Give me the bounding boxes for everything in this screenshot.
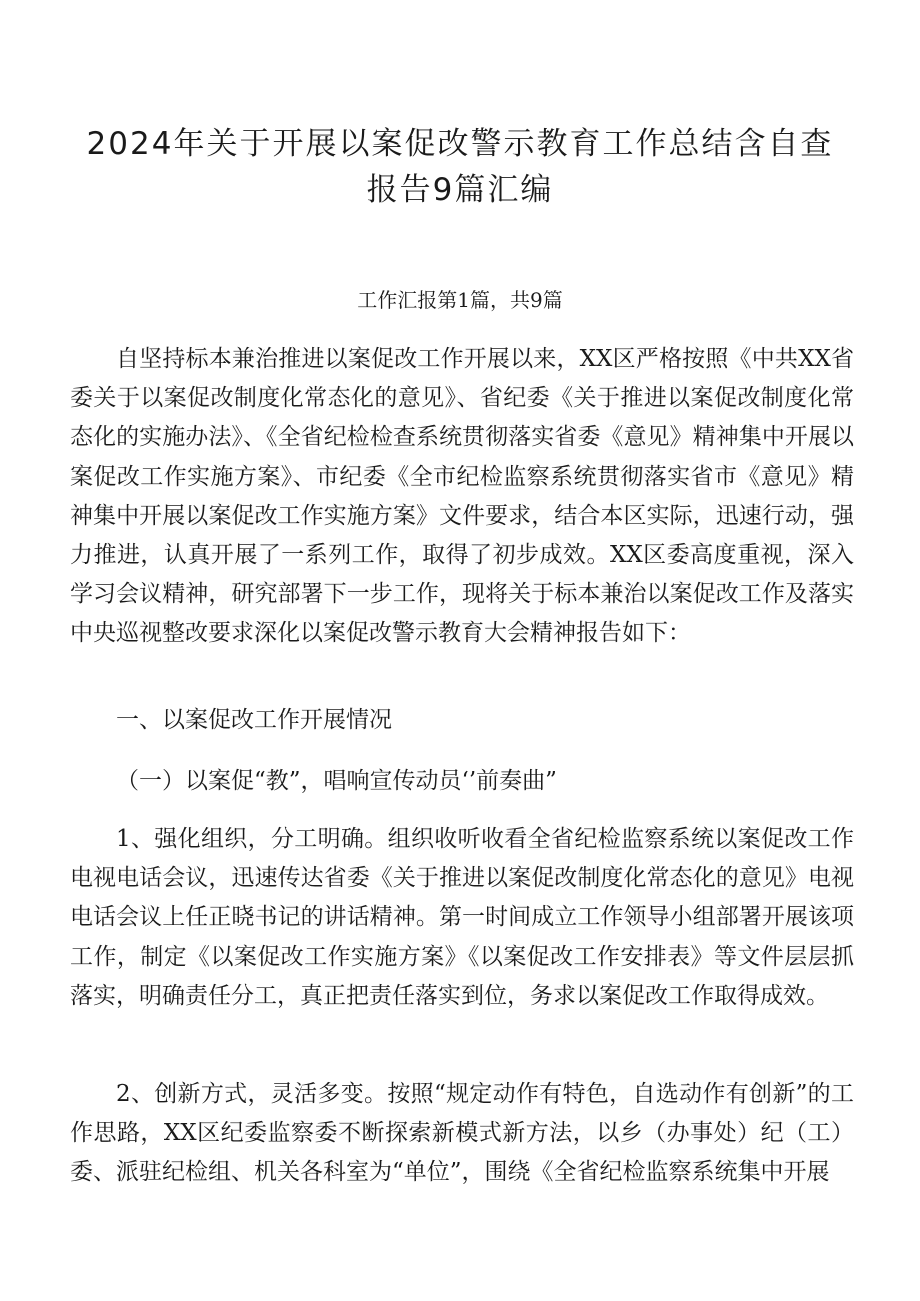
document-title-line-1: 2024年关于开展以案促改警示教育工作总结含自查 — [86, 126, 834, 162]
document-title-line-2: 报告9篇汇编 — [366, 172, 554, 208]
section-heading: 一、以案促改工作开展情况 — [116, 707, 392, 733]
item-2-paragraph: 2、创新方式，灵活多变。按照“规定动作有特色，自选动作有创新”的工作思路，XX区纪委监察委不断探索新模式新方法，以乡（办事处）纪（工）委、派驻纪检组、机关各科室为“单位”，围绕《全省纪检监察系统集中开展 — [70, 1081, 854, 1186]
document-subtitle: 工作汇报第1篇，共9篇 — [357, 288, 563, 312]
intro-paragraph: 自坚持标本兼治推进以案促改工作开展以来，XX区严格按照《中共XX省委关于以案促改制度化常态化的意见》、省纪委《关于推进以案促改制度化常态化的实施办法》、《全省纪检检查系统贯彻落实省委《意见》精神集中开展以案促改工作实施方案》、市纪委《全市纪检监察系统贯彻落实省市《意见》精神集中开展以案促改工作实施方案》文件要求，结合本区实际，迅速行动，强力推进，认真开展了一系列工作，取得了初步成效。XX区委高度重视，深入学习会议精神，研究部署下一步工作，现将关于标本兼治以案促改工作及落实中央巡视整改要求深化以案促改警示教育大会精神报告如下： — [70, 346, 854, 647]
item-1-paragraph: 1、强化组织，分工明确。组织收听收看全省纪检监察系统以案促改工作电视电话会议，迅速传达省委《关于推进以案促改制度化常态化的意见》电视电话会议上任正晓书记的讲话精神。第一时间成立工作领导小组部署开展该项工作，制定《以案促改工作实施方案》《以案促改工作安排表》等文件层层抓落实，明确责任分工，真正把责任落实到位，务求以案促改工作取得成效。 — [70, 826, 854, 1009]
subsection-heading: （一）以案促“教”，唱响宣传动员‘’前奏曲” — [116, 768, 557, 794]
